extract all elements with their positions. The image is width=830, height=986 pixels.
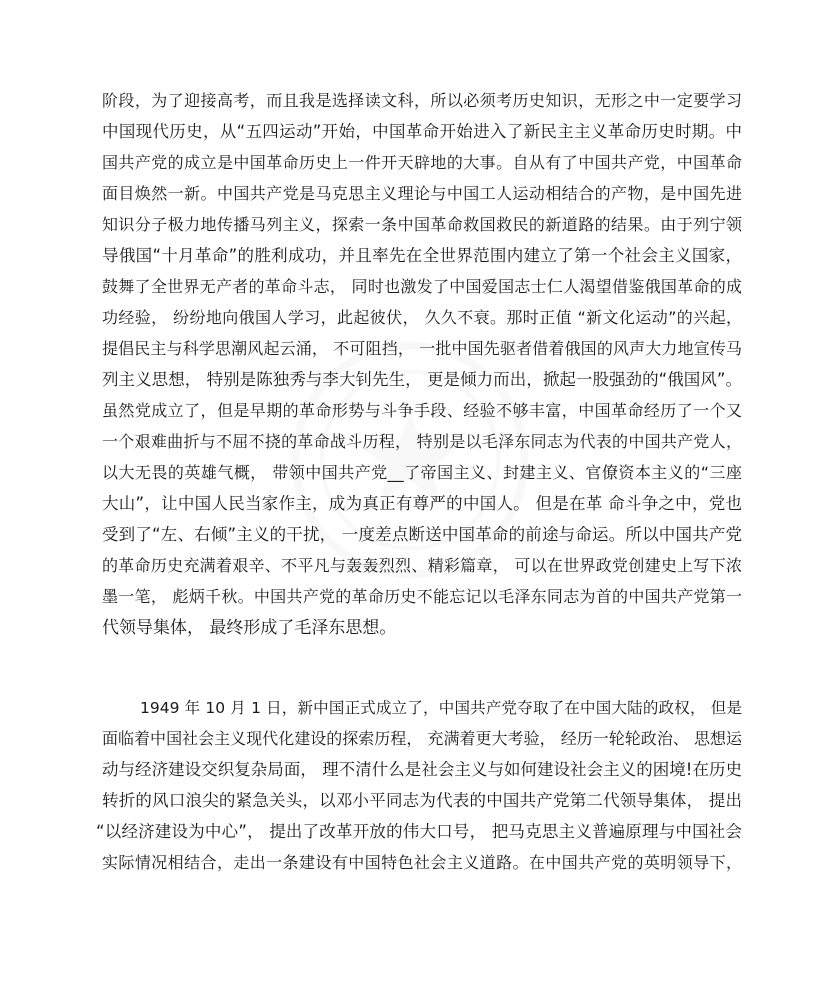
text-line: 面目焕然一新。中国共产党是马克思主义理论与中国工人运动相结合的产物，是中国先进 [102, 184, 742, 203]
text-line: 受到了“左、右倾”主义的干扰， 一度差点断送中国革命的前途与命运。所以中国共产党 [102, 525, 742, 544]
text-line: 1949 年 10 月 1 日，新中国正式成立了，中国共产党夺取了在中国大陆的政权， 但是 [140, 699, 742, 717]
text-line: 鼓舞了全世界无产者的革命斗志， 同时也激发了中国爱国志士仁人渴望借鉴俄国革命的成 [102, 277, 742, 296]
text-line: 国共产党的成立是中国革命历史上一件开天辟地的大事。自从有了中国共产党，中国革命 [102, 153, 742, 172]
text-line: 阶段，为了迎接高考，而且我是选择读文科，所以必须考历史知识，无形之中一定要学习 [102, 91, 742, 110]
text-line: 大山”，让中国人民当家作主，成为真正有尊严的中国人。 但是在革 命斗争之中，党也 [102, 494, 742, 513]
text-line: 转折的风口浪尖的紧急关头，以邓小平同志为代表的中国共产党第二代领导集体， 提出 [102, 791, 742, 810]
text-line: 代领导集体， 最终形成了毛泽东思想。 [102, 618, 397, 638]
text-line: 功经验， 纷纷地向俄国人学习，此起彼伏， 久久不衰。那时正值 “新文化运动”的兴起， [102, 308, 742, 327]
text-line: 导俄国“十月革命”的胜利成功，并且率先在全世界范围内建立了第一个社会主义国家， [102, 246, 742, 265]
text-line: 动与经济建设交织复杂局面， 理不清什么是社会主义与如何建设社会主义的困境!在历史 [102, 760, 742, 779]
text-line: 面临着中国社会主义现代化建设的探索历程， 充满着更大考验， 经历一轮轮政治、 思想运 [102, 729, 742, 748]
text-line: 列主义思想， 特别是陈独秀与李大钊先生， 更是倾力而出，掀起一股强劲的“俄国风”。 [102, 370, 742, 389]
text-line: 一个艰难曲折与不屈不挠的革命战斗历程， 特别是以毛泽东同志为代表的中国共产党人， [102, 432, 742, 451]
text-line: 实际情况相结合，走出一条建设有中国特色社会主义道路。在中国共产党的英明领导下， [102, 853, 742, 872]
text-line: 知识分子极力地传播马列主义，探索一条中国革命救国救民的新道路的结果。由于列宁领 [102, 215, 742, 234]
text-line: “以经济建设为中心”， 提出了改革开放的伟大口号， 把马克思主义普遍原理与中国社会 [96, 822, 742, 841]
text-line: 提倡民主与科学思潮风起云涌， 不可阻挡， 一批中国先驱者借着俄国的风声大力地宣传马 [102, 339, 742, 358]
text-line: 墨一笔， 彪炳千秋。中国共产党的革命历史不能忘记以毛泽东同志为首的中国共产党第一 [102, 587, 742, 606]
text-line: 的革命历史充满着艰辛、不平凡与轰轰烈烈、精彩篇章， 可以在世界政党创建史上写下浓 [102, 556, 742, 575]
text-line: 中国现代历史，从“五四运动”开始，中国革命开始进入了新民主主义革命历史时期。中 [102, 122, 742, 141]
text-line: 以大无畏的英雄气概， 带领中国共产党__了帝国主义、封建主义、官僚资本主义的“三座 [102, 463, 742, 482]
text-line: 虽然党成立了，但是早期的革命形势与斗争手段、经验不够丰富，中国革命经历了一个又 [102, 401, 742, 420]
